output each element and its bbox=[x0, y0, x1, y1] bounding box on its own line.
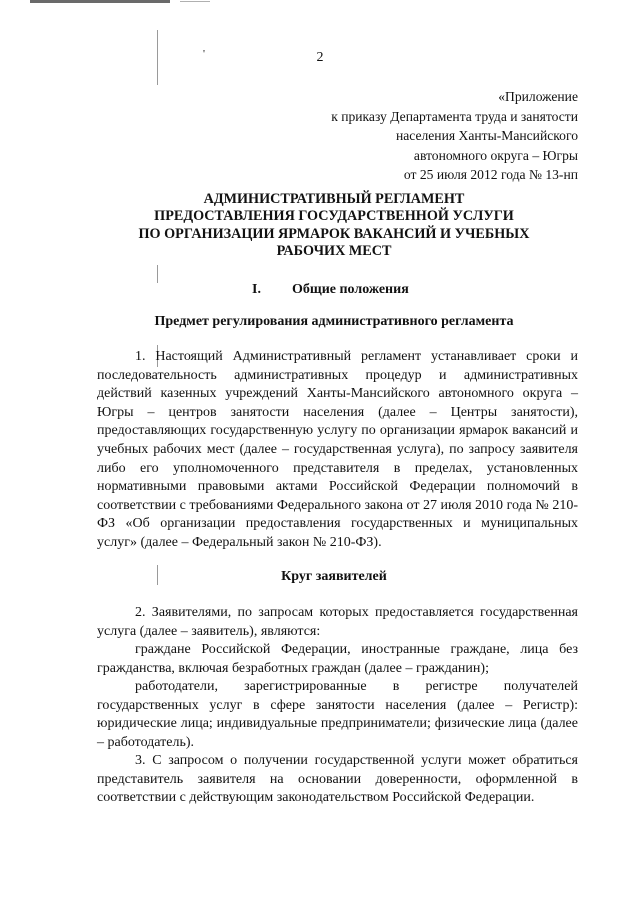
appendix-reference bbox=[331, 87, 578, 185]
paragraph-text: 1. Настоящий Административный регламент устанавливает сроки и последовательность административных процедур и административных действий казенных учреждений Ханты-Мансийского автономного округа – Югры – центров занятости населения (далее – Центры занятости), предоставляющих государственную услугу по организации ярмарок вакансий и учебных рабочих мест (далее – государственная услуга), по запросу заявителя либо его уполномоченного представителя в пределах, установленных нормативными правовыми актами Российской Федерации полномочий в соответствии с требованиями Федерального закона от 27 июля 2010 года № 210-ФЗ «Об организации предоставления государственных и муниципальных услуг» (далее – Федеральный закон № 210-ФЗ). bbox=[97, 349, 578, 550]
title-line: АДМИНИСТРАТИВНЫЙ РЕГЛАМЕНТ bbox=[203, 191, 465, 207]
subheading-applicants: Круг заявителей bbox=[281, 569, 387, 584]
appendix-line: «Приложение bbox=[498, 89, 578, 104]
appendix-line: населения Ханты-Мансийского bbox=[395, 128, 578, 143]
paragraph-text: 2. Заявителями, по запросам которых предоставляется государственная услуга (далее – заявитель), являются: bbox=[97, 605, 578, 639]
subheading-subject: Предмет регулирования административного регламента bbox=[154, 314, 514, 329]
appendix-line: к приказу Департамента труда и занятости bbox=[331, 108, 578, 124]
binding-mark bbox=[157, 265, 158, 283]
title-line: ПО ОРГАНИЗАЦИИ ЯРМАРОК ВАКАНСИЙ И УЧЕБНЫХ bbox=[138, 225, 530, 242]
scan-edge-artifact bbox=[30, 0, 170, 3]
title-line: ПРЕДОСТАВЛЕНИЯ ГОСУДАРСТВЕННОЙ УСЛУГИ bbox=[154, 208, 514, 225]
paragraph-3 bbox=[97, 752, 578, 808]
paragraph-text: работодатели, зарегистрированные в регистре получателей государственных услуг в сфере занятости населения (далее – Регистр): юридические лица; индивидуальные предприниматели; физические лица (далее – работодатель). bbox=[97, 679, 578, 750]
paragraph-1 bbox=[97, 348, 578, 553]
appendix-line: от 25 июля 2012 года № 13-нп bbox=[403, 167, 578, 182]
title-line: РАБОЧИХ МЕСТ bbox=[276, 243, 392, 260]
page-number: 2 bbox=[316, 50, 324, 65]
paragraph-2a bbox=[97, 641, 578, 678]
paragraph-2b bbox=[97, 678, 578, 752]
document-title bbox=[90, 191, 578, 261]
paragraph-text: 3. С запросом о получении государственной услуги может обратиться представитель заявителя на основании доверенности, оформленной в соответствии с действующим законодательством Российской Федерации. bbox=[97, 753, 578, 806]
paragraph-2 bbox=[97, 604, 578, 641]
section-title: Общие положения bbox=[292, 282, 409, 297]
section-heading bbox=[252, 282, 409, 298]
section-number: I. bbox=[252, 282, 261, 297]
paragraph-text: граждане Российской Федерации, иностранные граждане, лица без гражданства, включая безработных граждан (далее – гражданин); bbox=[97, 642, 578, 676]
stray-mark: ' bbox=[203, 48, 205, 60]
scan-edge-artifact bbox=[180, 1, 210, 2]
appendix-line: автономного округа – Югры bbox=[413, 147, 578, 163]
